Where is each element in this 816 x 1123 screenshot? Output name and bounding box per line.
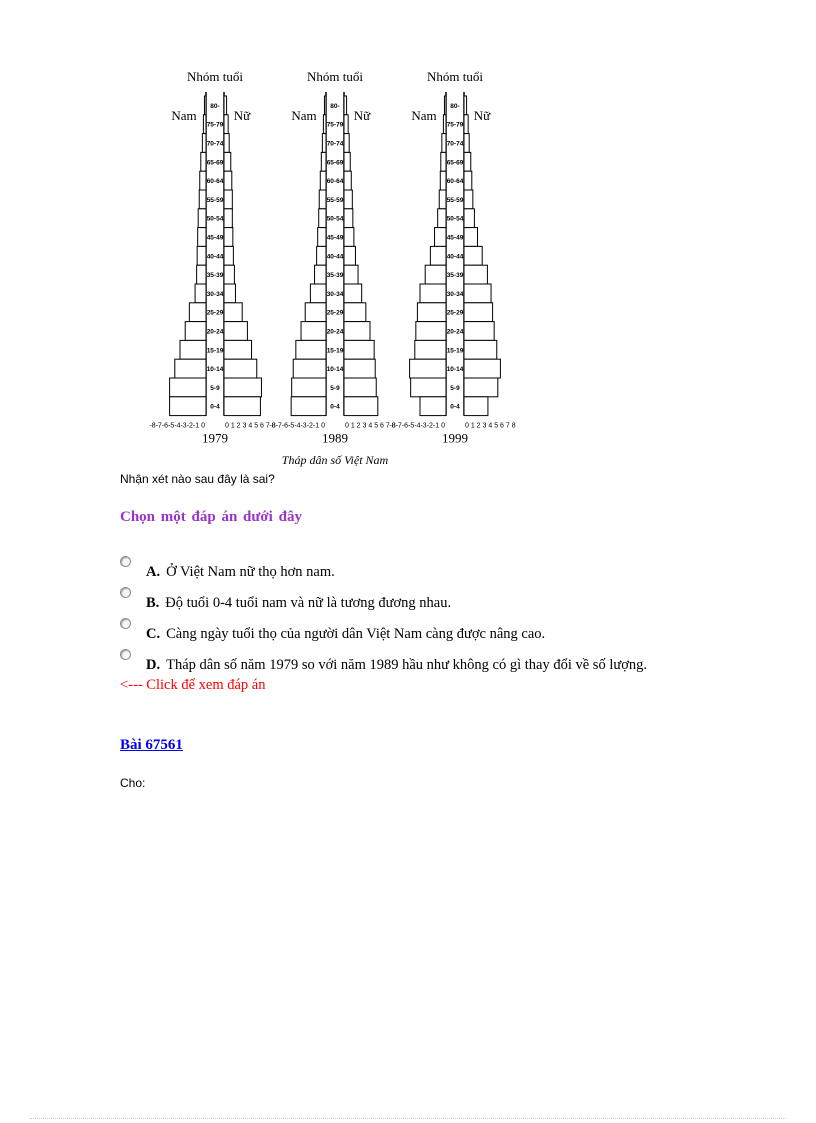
bar-male-1999-10-14 [410, 359, 446, 378]
age-label-1979-45-49: 45-49 [206, 234, 224, 242]
bar-male-1989-10-14 [293, 359, 326, 378]
bar-male-1979-75-79 [203, 115, 206, 134]
bar-female-1989-65-69 [344, 152, 350, 171]
bar-female-1999-50-54 [464, 209, 474, 228]
bar-female-1999-25-29 [464, 303, 493, 322]
bar-male-1989-35-39 [315, 265, 326, 284]
bar-male-1999-50-54 [438, 209, 446, 228]
bar-female-1989-30-34 [344, 284, 362, 303]
bar-female-1979-15-19 [224, 340, 252, 359]
bar-male-1989-75-79 [323, 115, 326, 134]
bar-male-1989-15-19 [296, 340, 326, 359]
bar-male-1999-75-79 [443, 115, 446, 134]
bar-female-1979-45-49 [224, 228, 233, 247]
bar-female-1979-60-64 [224, 171, 232, 190]
bar-female-1999-0-4 [464, 397, 488, 416]
age-axis-label-1979: Nhóm tuổi [187, 69, 243, 84]
bar-female-1999-20-24 [464, 322, 494, 341]
bar-male-1979-55-59 [199, 190, 206, 209]
bar-male-1979-65-69 [201, 152, 206, 171]
bar-female-1999-80- [464, 96, 467, 115]
bar-female-1979-70-74 [224, 134, 229, 153]
option-d-letter: D. [146, 657, 161, 673]
next-lesson-link[interactable]: Bài 67561 [120, 737, 183, 753]
bar-male-1999-30-34 [420, 284, 446, 303]
option-c-radio[interactable] [120, 618, 131, 629]
choose-answer-heading: Chọn một đáp án dưới đây [120, 509, 302, 525]
bar-female-1979-35-39 [224, 265, 234, 284]
bar-male-1999-65-69 [441, 152, 446, 171]
age-label-1979-40-44: 40-44 [206, 253, 224, 261]
age-label-1989-60-64: 60-64 [326, 178, 344, 186]
male-label-1979: Nam [171, 108, 197, 123]
age-label-1989-0-4: 0-4 [330, 403, 340, 411]
age-label-1979-60-64: 60-64 [206, 178, 224, 186]
age-label-1999-35-39: 35-39 [446, 272, 464, 280]
age-label-1979-10-14: 10-14 [206, 366, 224, 374]
age-label-1979-80-: 80- [210, 102, 220, 110]
bar-male-1979-0-4 [170, 397, 206, 416]
bar-female-1999-65-69 [464, 152, 471, 171]
age-label-1989-10-14: 10-14 [326, 366, 344, 374]
male-label-1989: Nam [291, 108, 317, 123]
bar-female-1989-55-59 [344, 190, 352, 209]
bar-male-1999-60-64 [440, 171, 446, 190]
option-b-radio[interactable] [120, 587, 131, 598]
bar-female-1989-15-19 [344, 340, 374, 359]
age-label-1979-35-39: 35-39 [206, 272, 224, 280]
bar-female-1999-30-34 [464, 284, 491, 303]
bar-female-1989-60-64 [344, 171, 351, 190]
bar-male-1979-35-39 [197, 265, 206, 284]
bar-male-1979-25-29 [189, 303, 206, 322]
question-text: Nhận xét nào sau đây là sai? [120, 472, 275, 486]
bar-male-1979-15-19 [180, 340, 206, 359]
age-label-1979-55-59: 55-59 [206, 196, 224, 204]
age-label-1989-40-44: 40-44 [326, 253, 344, 261]
bar-male-1989-30-34 [310, 284, 326, 303]
option-a-text: Ở Việt Nam nữ thọ hơn nam. [166, 564, 335, 580]
bar-female-1989-20-24 [344, 322, 370, 341]
population-pyramid-figure [140, 60, 530, 475]
x-ticks-left-1979: -8-7-6-5-4-3-2-1 0 [149, 422, 205, 430]
bar-female-1989-80- [344, 96, 347, 115]
year-label-1979: 1979 [202, 430, 228, 446]
bar-female-1989-5-9 [344, 378, 376, 397]
age-label-1989-70-74: 70-74 [326, 140, 344, 148]
bar-male-1989-50-54 [319, 209, 326, 228]
bar-female-1979-40-44 [224, 246, 233, 265]
age-label-1989-80-: 80- [330, 102, 340, 110]
bar-male-1989-70-74 [322, 134, 326, 153]
age-label-1999-15-19: 15-19 [446, 347, 464, 355]
age-label-1999-0-4: 0-4 [450, 403, 460, 411]
bar-female-1979-0-4 [224, 397, 260, 416]
bar-male-1999-25-29 [417, 303, 446, 322]
age-label-1999-50-54: 50-54 [446, 215, 464, 223]
age-label-1979-65-69: 65-69 [206, 159, 224, 167]
age-label-1999-40-44: 40-44 [446, 253, 464, 261]
bar-male-1999-15-19 [415, 340, 446, 359]
bar-female-1999-60-64 [464, 171, 472, 190]
bar-male-1999-40-44 [430, 246, 446, 265]
population-pyramids-chart [140, 60, 530, 475]
bar-male-1989-60-64 [320, 171, 326, 190]
year-label-1999: 1999 [442, 430, 468, 446]
bar-male-1989-45-49 [318, 228, 326, 247]
bar-female-1989-10-14 [344, 359, 375, 378]
bar-female-1989-50-54 [344, 209, 353, 228]
age-label-1979-5-9: 5-9 [210, 384, 220, 392]
figure-caption: Tháp dân số Việt Nam [281, 453, 389, 467]
bar-female-1989-70-74 [344, 134, 349, 153]
bar-male-1979-20-24 [185, 322, 206, 341]
bar-male-1989-55-59 [319, 190, 326, 209]
age-label-1979-20-24: 20-24 [206, 328, 224, 336]
bar-male-1999-20-24 [416, 322, 446, 341]
age-label-1979-0-4: 0-4 [210, 403, 220, 411]
x-ticks-right-1999: 0 1 2 3 4 5 6 7 8 [465, 422, 516, 430]
x-ticks-right-1979: 0 1 2 3 4 5 6 7 8 [225, 422, 276, 430]
bar-female-1999-55-59 [464, 190, 473, 209]
bar-female-1979-80- [224, 96, 227, 115]
bar-female-1989-75-79 [344, 115, 348, 134]
bar-female-1999-40-44 [464, 246, 482, 265]
age-label-1999-20-24: 20-24 [446, 328, 464, 336]
bar-male-1979-45-49 [198, 228, 206, 247]
bar-female-1979-25-29 [224, 303, 242, 322]
option-d-radio[interactable] [120, 649, 131, 660]
x-ticks-left-1989: -8-7-6-5-4-3-2-1 0 [269, 422, 325, 430]
age-label-1989-25-29: 25-29 [326, 309, 344, 317]
bar-female-1979-30-34 [224, 284, 235, 303]
bar-female-1989-45-49 [344, 228, 354, 247]
age-label-1999-10-14: 10-14 [446, 366, 464, 374]
bar-male-1989-20-24 [301, 322, 326, 341]
bar-female-1979-65-69 [224, 152, 231, 171]
bar-male-1989-80- [324, 96, 326, 115]
age-axis-label-1989: Nhóm tuổi [307, 69, 363, 84]
bar-female-1989-40-44 [344, 246, 355, 265]
age-label-1999-55-59: 55-59 [446, 196, 464, 204]
bar-male-1999-80- [444, 96, 446, 115]
option-d-text: Tháp dân số năm 1979 so với năm 1989 hầu như không có gì thay đổi về số lượng. [166, 657, 648, 673]
age-label-1989-30-34: 30-34 [326, 290, 344, 298]
age-label-1979-15-19: 15-19 [206, 347, 224, 355]
male-label-1999: Nam [411, 108, 437, 123]
bar-male-1989-65-69 [321, 152, 326, 171]
x-ticks-right-1989: 0 1 2 3 4 5 6 7 8 [345, 422, 396, 430]
year-label-1989: 1989 [322, 430, 348, 446]
bar-male-1979-70-74 [202, 134, 206, 153]
option-c-letter: C. [146, 626, 161, 642]
bar-female-1999-5-9 [464, 378, 498, 397]
option-b-letter: B. [146, 595, 160, 611]
bar-male-1979-80- [204, 96, 206, 115]
bar-female-1979-20-24 [224, 322, 247, 341]
age-label-1989-55-59: 55-59 [326, 196, 344, 204]
bar-male-1979-40-44 [197, 246, 206, 265]
age-label-1999-5-9: 5-9 [450, 384, 460, 392]
age-label-1989-45-49: 45-49 [326, 234, 344, 242]
option-a-letter: A. [146, 564, 161, 580]
age-label-1999-60-64: 60-64 [446, 178, 464, 186]
age-label-1999-65-69: 65-69 [446, 159, 464, 167]
bar-male-1999-55-59 [439, 190, 446, 209]
given-text: Cho: [120, 776, 146, 790]
female-label-1999: Nữ [473, 108, 491, 123]
bar-male-1979-5-9 [170, 378, 206, 397]
bar-male-1989-5-9 [292, 378, 326, 397]
age-label-1999-30-34: 30-34 [446, 290, 464, 298]
bar-male-1989-40-44 [317, 246, 326, 265]
age-label-1989-35-39: 35-39 [326, 272, 344, 280]
age-label-1979-75-79: 75-79 [206, 121, 224, 129]
age-label-1999-70-74: 70-74 [446, 140, 464, 148]
bar-male-1979-10-14 [175, 359, 206, 378]
bar-female-1979-55-59 [224, 190, 232, 209]
bar-female-1989-0-4 [344, 397, 378, 416]
footer-divider [30, 1118, 786, 1119]
bar-male-1999-5-9 [411, 378, 446, 397]
age-label-1999-25-29: 25-29 [446, 309, 464, 317]
bar-male-1989-25-29 [305, 303, 326, 322]
age-label-1979-50-54: 50-54 [206, 215, 224, 223]
bar-male-1979-30-34 [195, 284, 206, 303]
age-label-1979-30-34: 30-34 [206, 290, 224, 298]
option-c-text: Càng ngày tuổi thọ của người dân Việt Nam càng được nâng cao. [166, 626, 546, 642]
bar-female-1999-45-49 [464, 228, 478, 247]
age-label-1979-70-74: 70-74 [206, 140, 224, 148]
age-label-1999-75-79: 75-79 [446, 121, 464, 129]
option-a-radio[interactable] [120, 556, 131, 567]
bar-female-1979-5-9 [224, 378, 261, 397]
show-answer-link[interactable]: <--- Click để xem đáp án [120, 677, 266, 693]
age-label-1989-5-9: 5-9 [330, 384, 340, 392]
age-label-1989-75-79: 75-79 [326, 121, 344, 129]
bar-male-1999-0-4 [420, 397, 446, 416]
bar-female-1999-15-19 [464, 340, 497, 359]
bar-male-1999-35-39 [425, 265, 446, 284]
option-b-text: Độ tuổi 0-4 tuổi nam và nữ là tương đương nhau. [165, 595, 452, 611]
bar-male-1999-45-49 [435, 228, 446, 247]
age-axis-label-1999: Nhóm tuổi [427, 69, 483, 84]
age-label-1989-15-19: 15-19 [326, 347, 344, 355]
age-label-1989-20-24: 20-24 [326, 328, 344, 336]
bar-female-1979-10-14 [224, 359, 257, 378]
bar-male-1979-50-54 [198, 209, 206, 228]
female-label-1979: Nữ [233, 108, 251, 123]
bar-male-1979-60-64 [200, 171, 206, 190]
bar-female-1979-75-79 [224, 115, 228, 134]
bar-male-1989-0-4 [291, 397, 326, 416]
bar-female-1989-25-29 [344, 303, 366, 322]
age-label-1979-25-29: 25-29 [206, 309, 224, 317]
age-label-1989-50-54: 50-54 [326, 215, 344, 223]
bar-female-1999-35-39 [464, 265, 487, 284]
bar-female-1999-70-74 [464, 134, 469, 153]
x-ticks-left-1999: -8-7-6-5-4-3-2-1 0 [389, 422, 445, 430]
female-label-1989: Nữ [353, 108, 371, 123]
bar-male-1999-70-74 [442, 134, 446, 153]
bar-female-1989-35-39 [344, 265, 358, 284]
bar-female-1999-75-79 [464, 115, 468, 134]
bar-female-1979-50-54 [224, 209, 232, 228]
age-label-1989-65-69: 65-69 [326, 159, 344, 167]
age-label-1999-45-49: 45-49 [446, 234, 464, 242]
age-label-1999-80-: 80- [450, 102, 460, 110]
bar-female-1999-10-14 [464, 359, 500, 378]
